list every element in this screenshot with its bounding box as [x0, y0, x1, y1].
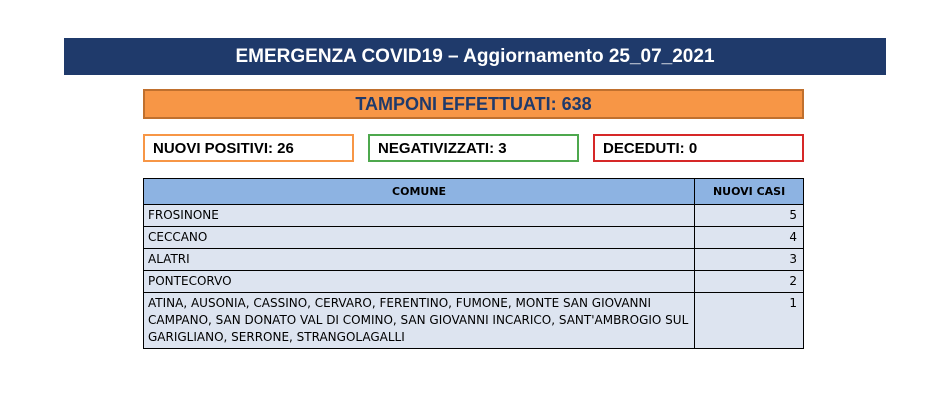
column-header-comune: COMUNE — [144, 179, 695, 205]
cases-table — [143, 178, 804, 349]
cell-nuovi-casi: 1 — [695, 293, 804, 349]
nuovi-positivi-box — [143, 134, 354, 162]
deceduti-box — [593, 134, 804, 162]
negativizzati-label: NEGATIVIZZATI: 3 — [378, 139, 507, 157]
report-title-text: EMERGENZA COVID19 – Aggiornamento 25_07_2021 — [235, 45, 715, 67]
cell-comune: ALATRI — [144, 249, 695, 271]
cell-comune: PONTECORVO — [144, 271, 695, 293]
table-row — [144, 271, 804, 293]
column-header-nuovi-casi: NUOVI CASI — [695, 179, 804, 205]
cell-nuovi-casi: 4 — [695, 227, 804, 249]
table-row — [144, 205, 804, 227]
table-row — [144, 249, 804, 271]
cell-nuovi-casi: 5 — [695, 205, 804, 227]
cell-nuovi-casi: 3 — [695, 249, 804, 271]
negativizzati-box — [368, 134, 579, 162]
cell-nuovi-casi: 2 — [695, 271, 804, 293]
report-title — [64, 38, 886, 75]
table-row — [144, 293, 804, 349]
cell-comune: FROSINONE — [144, 205, 695, 227]
cell-comune: ATINA, AUSONIA, CASSINO, CERVARO, FERENTINO, FUMONE, MONTE SAN GIOVANNI CAMPANO, SAN DONATO VAL DI COMINO, SAN GIOVANNI INCARICO, SANT'AMBROGIO SUL GARIGLIANO, SERRONE, STRANGOLAGALLI — [144, 293, 695, 349]
nuovi-positivi-label: NUOVI POSITIVI: 26 — [153, 139, 294, 157]
deceduti-label: DECEDUTI: 0 — [603, 139, 698, 157]
tamponi-banner — [143, 89, 804, 119]
table-row — [144, 227, 804, 249]
table-header-row — [144, 179, 804, 205]
cell-comune: CECCANO — [144, 227, 695, 249]
tamponi-label: TAMPONI EFFETTUATI: 638 — [355, 93, 592, 114]
